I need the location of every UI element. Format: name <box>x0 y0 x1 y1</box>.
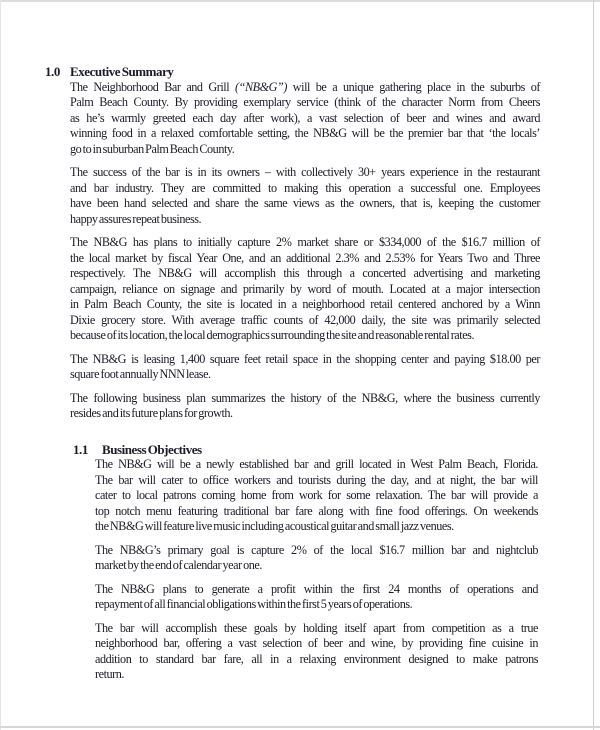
section-title: Business Objectives <box>102 441 202 457</box>
text-line: The NB&G plans to generate a profit within the first 24 months of operations and <box>95 581 538 596</box>
text-line: and bar industry. They are committed to making this operation a successful one. Employees <box>70 180 540 195</box>
paragraph-lines <box>70 95 540 157</box>
text-line: in Palm Beach County, the site is located in a neighborhood retail centered anchored by a Winn <box>70 297 540 311</box>
section-body <box>95 457 538 683</box>
text-line: the local market by fiscal Year One, and an additional 2.3% and 2.53% for Years Two and Three <box>70 250 540 265</box>
text-line: winning food in a relaxed comfortable setting, the NB&G will be the premier bar that ‘the locals’ <box>70 126 540 140</box>
section-heading <box>0 442 600 458</box>
text-line: respectively. The NB&G will accomplish this through a concerted advertising and marketing <box>70 266 540 280</box>
text-line: The bar will accomplish these goals by holding itself apart from competition as a true <box>95 620 538 635</box>
paragraph <box>95 457 538 535</box>
text-segment: The Neighborhood Bar and Grill <box>70 79 236 94</box>
section-number: 1.1 <box>73 441 88 457</box>
section-business-objectives <box>0 442 600 683</box>
text-line: top notch menu featuring traditional bar fare along with fine food offerings. On weekends <box>95 503 538 518</box>
text-line: return. <box>95 667 124 681</box>
paragraph <box>95 543 538 574</box>
text-line: market by the end of calendar year one. <box>95 558 262 572</box>
text-line: campaign, reliance on signage and primarily by word of mouth. Located at a major intersection <box>70 281 540 296</box>
section-title: Executive Summary <box>70 64 174 79</box>
italic-text: (“NB&G”) <box>235 79 287 94</box>
text-line: go to in suburban Palm Beach County. <box>70 141 235 156</box>
text-line: Dixie grocery store. With average traffic counts of 42,000 daily, the site was primarily selected <box>70 312 540 327</box>
paragraph <box>70 80 540 158</box>
text-line: square foot annually NNN lease. <box>70 367 211 381</box>
text-line: have been hand selected and share the same views as the owners, that is, keeping the customer <box>70 196 540 210</box>
text-line: neighborhood bar, offering a vast selection of beer and wine, by providing fine cuisine in <box>95 636 538 650</box>
text-line: as he’s warmly greeted each day after work), a vast selection of beer and wines and award <box>70 110 540 125</box>
text-line: The NB&G’s primary goal is capture 2% of the local $16.7 million bar and nightclub <box>95 542 538 557</box>
paragraph <box>70 165 540 227</box>
paragraph <box>95 621 538 683</box>
scan-edge-bottom <box>0 726 600 728</box>
page-content <box>0 64 600 691</box>
text-line: The bar will cater to office workers and tourists during the day, and at night, the bar will <box>95 472 538 487</box>
section-heading <box>0 64 600 80</box>
text-line: addition to standard bar fare, all in a relaxing environment designed to make patrons <box>95 651 538 666</box>
text-line: repayment of all financial obligations within the first 5 years of operations. <box>95 597 413 611</box>
text-segment: will be a unique gathering place in the suburbs of <box>286 79 540 94</box>
text-line: happy assures repeat business. <box>70 211 202 226</box>
text-line: The following business plan summarizes the history of the NB&G, where the business currently <box>70 390 540 405</box>
text-line <box>70 80 540 96</box>
text-line: The success of the bar is in its owners – with collectively 30+ years experience in the restaurant <box>70 165 540 179</box>
text-line: The NB&G will be a newly established bar and grill located in West Palm Beach, Florida. <box>95 457 538 471</box>
text-line: The NB&G has plans to initially capture 2% market share or $334,000 of the $16.7 million of <box>70 235 540 249</box>
text-line: cater to local patrons coming home from work for some relaxation. The bar will provide a <box>95 488 538 502</box>
text-line: resides and its future plans for growth. <box>70 406 233 420</box>
scan-edge-top <box>0 0 600 2</box>
paragraph <box>70 235 540 344</box>
section-body <box>70 80 540 422</box>
paragraph <box>70 391 540 422</box>
text-line: the NB&G will feature live music including acoustical guitar and small jazz venues. <box>95 519 454 533</box>
text-line: because of its location, the local demographics surrounding the site and reasonable rental rates. <box>70 328 475 342</box>
text-line: Palm Beach County. By providing exemplary service (think of the character Norm from Cheers <box>70 95 540 109</box>
section-number: 1.0 <box>45 64 60 79</box>
section-executive-summary <box>0 64 600 422</box>
paragraph <box>95 582 538 613</box>
paragraph <box>70 352 540 383</box>
text-line: The NB&G is leasing 1,400 square feet retail space in the shopping center and paying $18.00 per <box>70 351 540 366</box>
